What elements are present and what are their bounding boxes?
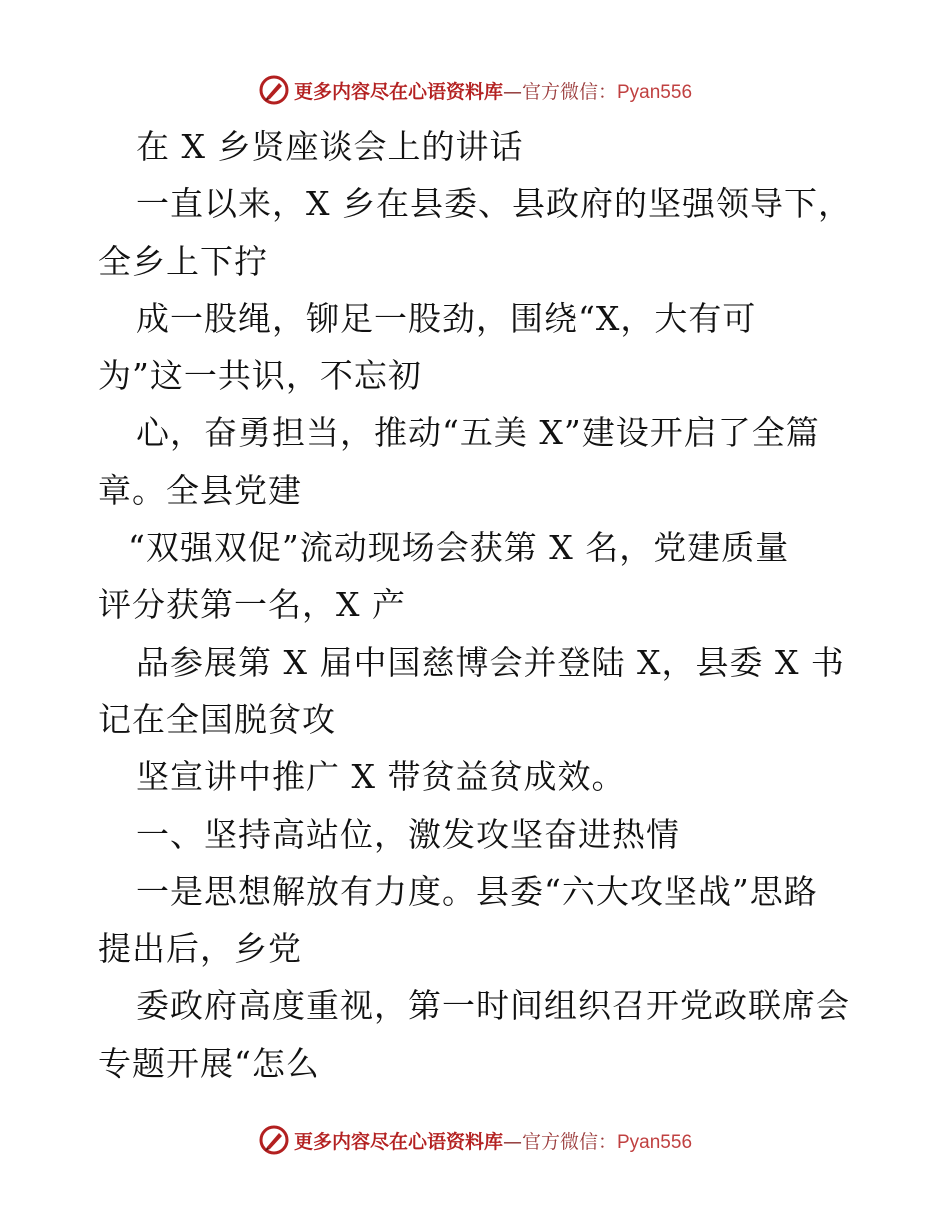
watermark-separator: — xyxy=(502,1130,522,1153)
watermark-banner-bottom xyxy=(0,1120,950,1160)
paragraph-line: 心，奋勇担当，推动“五美 X”建设开启了全篇 xyxy=(136,413,820,453)
watermark-official-label: 官方微信： xyxy=(521,1130,617,1153)
paragraph-line: 一直以来，X 乡在县委、县政府的坚强领导下， xyxy=(136,184,852,224)
pen-logo-icon xyxy=(258,1124,290,1156)
watermark-brand: 更多内容尽在心语资料库 xyxy=(293,1130,503,1153)
document-body xyxy=(98,118,858,1092)
watermark-official-label: 官方微信： xyxy=(521,80,617,103)
watermark-wechat-id: Pyan556 xyxy=(617,81,693,103)
paragraph-line: 专题开展“怎么 xyxy=(98,1043,320,1083)
pen-logo-icon xyxy=(258,74,290,106)
paragraph-line: “双强双促”流动现场会获第 X 名，党建质量 xyxy=(128,528,790,568)
document-title: 在 X 乡贤座谈会上的讲话 xyxy=(136,127,524,166)
paragraph-line: 全乡上下拧 xyxy=(98,241,268,281)
paragraph-line: 章。全县党建 xyxy=(98,470,302,510)
paragraph-line: 委政府高度重视，第一时间组织召开党政联席会 xyxy=(136,986,850,1026)
section-heading: 一、坚持高站位，激发攻坚奋进热情 xyxy=(136,814,680,854)
paragraph-line: 为”这一共识，不忘初 xyxy=(98,356,422,396)
watermark-wechat-id: Pyan556 xyxy=(617,1131,693,1153)
watermark-text xyxy=(294,77,692,104)
watermark-banner-top xyxy=(0,70,950,110)
paragraph-line: 提出后，乡党 xyxy=(98,929,302,969)
paragraph-line: 品参展第 X 届中国慈博会并登陆 X，县委 X 书 xyxy=(136,642,845,682)
paragraph-line: 坚宣讲中推广 X 带贫益贫成效。 xyxy=(136,757,626,797)
watermark-separator: — xyxy=(502,80,522,103)
paragraph-line: 成一股绳，铆足一股劲，围绕“X，大有可 xyxy=(136,298,757,338)
paragraph-line: 一是思想解放有力度。县委“六大攻坚战”思路 xyxy=(136,871,818,911)
paragraph-line: 评分获第一名，X 产 xyxy=(98,585,406,625)
watermark-brand: 更多内容尽在心语资料库 xyxy=(293,80,503,103)
paragraph-line: 记在全国脱贫攻 xyxy=(98,699,336,739)
watermark-text xyxy=(294,1127,692,1154)
